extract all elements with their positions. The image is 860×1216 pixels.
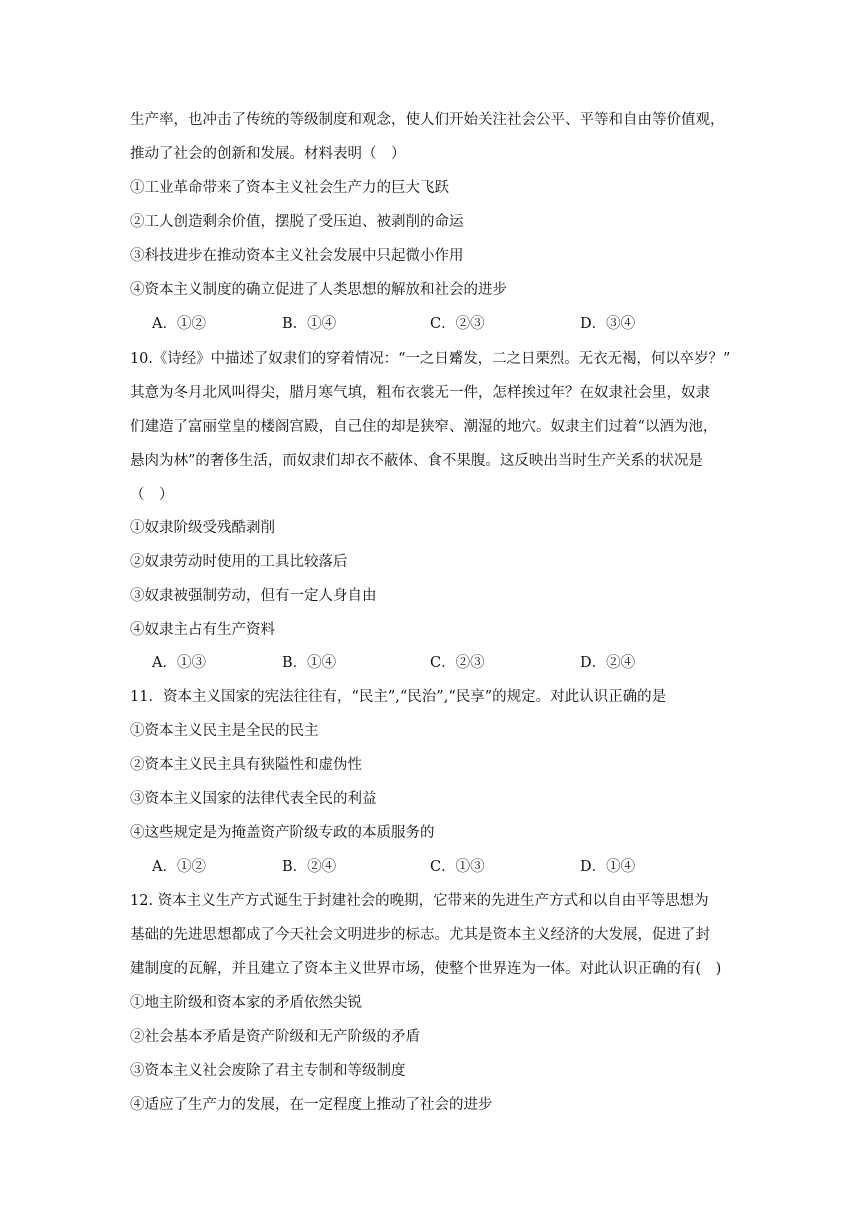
- q10-options: [152, 653, 752, 673]
- q9-continuation-line-1: 生产率，也冲击了传统的等级制度和观念，使人们开始关注社会公平、平等和自由等价值观，: [130, 112, 725, 128]
- q9-item-4: ④资本主义制度的确立促进了人类思想的解放和社会的进步: [130, 282, 507, 298]
- q11-option-c: C．①③: [430, 859, 485, 875]
- q12-stem-line-3: 建制度的瓦解，并且建立了资本主义世界市场，使整个世界连为一体。对此认识正确的有( ): [130, 961, 722, 977]
- q12-stem-line-1: 12. 资本主义生产方式诞生于封建社会的晚期，它带来的先进生产方式和以自由平等思想为: [130, 893, 709, 909]
- q12-item-3: ③资本主义社会废除了君主专制和等级制度: [130, 1063, 406, 1079]
- q10-item-2: ②奴隶劳动时使用的工具比较落后: [130, 554, 348, 570]
- q11-options: [152, 857, 752, 877]
- q11-option-d: D．①④: [580, 859, 636, 875]
- q11-item-2: ②资本主义民主具有狭隘性和虚伪性: [130, 757, 362, 773]
- q10-option-b: B．①④: [282, 655, 337, 671]
- q9-item-3: ③科技进步在推动资本主义社会发展中只起微小作用: [130, 248, 464, 264]
- q9-item-1: ①工业革命带来了资本主义社会生产力的巨大飞跃: [130, 180, 449, 196]
- q11-option-a: A．①②: [152, 859, 206, 875]
- q10-option-d: D．②④: [580, 655, 636, 671]
- q10-option-a: A．①③: [152, 655, 206, 671]
- q9-continuation-line-2: 推动了社会的创新和发展。材料表明（ ）: [130, 146, 406, 162]
- q9-item-2: ②工人创造剩余价值，摆脱了受压迫、被剥削的命运: [130, 214, 464, 230]
- q9-option-b: B．①④: [282, 316, 337, 332]
- q10-stem-line-3: 们建造了富丽堂皇的楼阁宫殿，自己住的却是狭窄、潮湿的地穴。奴隶主们过着“以酒为池，: [130, 419, 718, 435]
- q10-stem-line-4: 悬肉为林”的奢侈生活，而奴隶们却衣不蔽体、食不果腹。这反映出当时生产关系的状况是: [130, 453, 703, 469]
- q11-option-b: B．②④: [282, 859, 337, 875]
- q12-stem-line-2: 基础的先进思想都成了今天社会文明进步的标志。尤其是资本主义经济的大发展，促进了封: [130, 927, 710, 943]
- q12-item-4: ④适应了生产力的发展，在一定程度上推动了社会的进步: [130, 1097, 493, 1113]
- q10-stem-line-1: 10.《诗经》中描述了奴隶们的穿着情况：“一之日觱发，二之日栗烈。无衣无褐，何以卒岁？”: [130, 351, 731, 367]
- q9-options: [152, 314, 752, 334]
- q12-item-1: ①地主阶级和资本家的矛盾依然尖锐: [130, 995, 362, 1011]
- q10-stem-line-5: （ ）: [130, 487, 174, 503]
- q9-option-a: A．①②: [152, 316, 206, 332]
- q10-item-1: ①奴隶阶级受残酷剥削: [130, 520, 275, 536]
- q10-item-4: ④奴隶主占有生产资料: [130, 622, 275, 638]
- q10-stem-line-2: 其意为冬月北风叫得尖，腊月寒气填，粗布衣裳无一件，怎样挨过年？在奴隶社会里，奴隶: [130, 385, 710, 401]
- q11-item-1: ①资本主义民主是全民的民主: [130, 723, 319, 739]
- q11-item-4: ④这些规定是为掩盖资产阶级专政的本质服务的: [130, 825, 435, 841]
- q10-item-3: ③奴隶被强制劳动，但有一定人身自由: [130, 588, 377, 604]
- q9-option-d: D．③④: [580, 316, 636, 332]
- q11-stem: 11．资本主义国家的宪法往往有，“民主”,“民治”,“民享”的规定。对此认识正确的是: [130, 689, 667, 705]
- q10-option-c: C．②③: [430, 655, 485, 671]
- q11-item-3: ③资本主义国家的法律代表全民的利益: [130, 791, 377, 807]
- q12-item-2: ②社会基本矛盾是资产阶级和无产阶级的矛盾: [130, 1029, 420, 1045]
- q9-option-c: C．②③: [430, 316, 485, 332]
